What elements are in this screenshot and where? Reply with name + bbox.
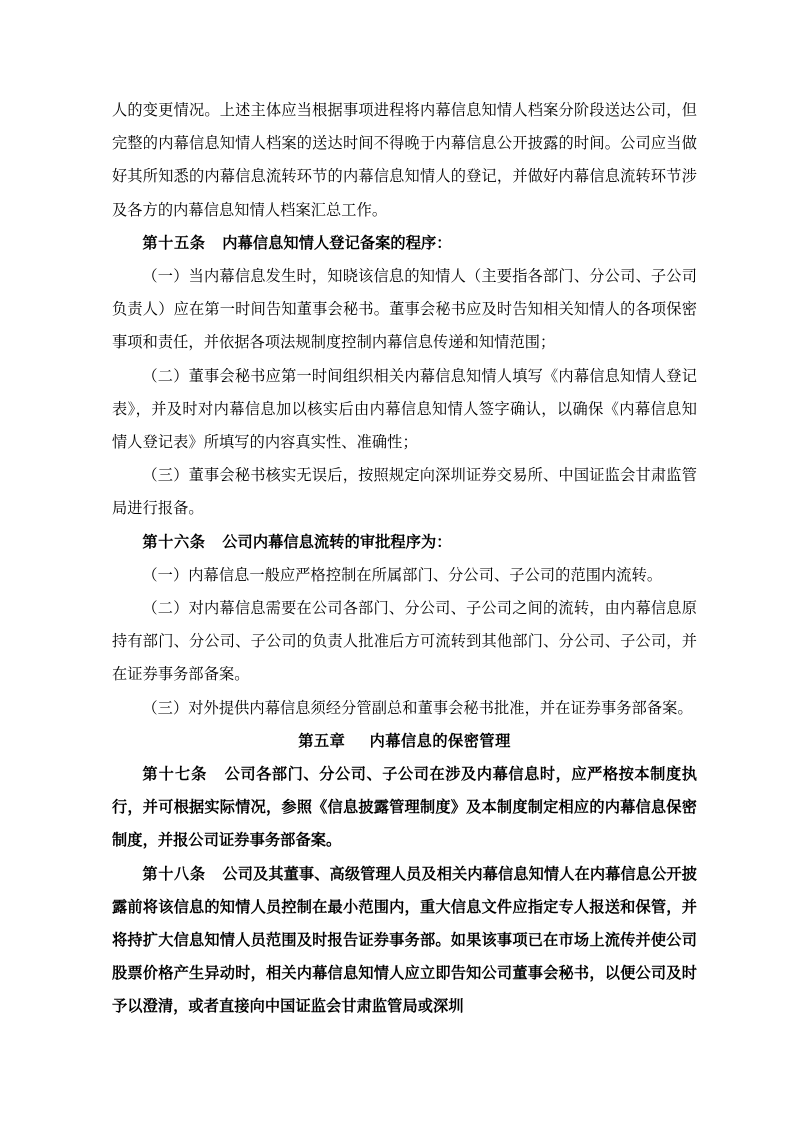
chapter-5-title: 内幕信息的保密管理 [369, 732, 511, 750]
article-15-heading [112, 227, 697, 260]
document-body [112, 94, 697, 1024]
article-15-text: 内幕信息知情人登记备案的程序： [222, 234, 452, 252]
article-17-heading [112, 758, 697, 858]
paragraph-continuation: 人的变更情况。上述主体应当根据事项进程将内幕信息知情人档案分阶段送达公司，但完整的内幕信息知情人档案的送达时间不得晚于内幕信息公开披露的时间。公司应当做好其所知悉的内幕信息流转环节的内幕信息知情人的登记，并做好内幕信息流转环节涉及各方的内幕信息知情人档案汇总工作。 [112, 102, 697, 219]
article-17-number: 第十七条 [142, 766, 208, 784]
article-16-text: 公司内幕信息流转的审批程序为： [222, 533, 452, 551]
article-16-item-3: （三）对外提供内幕信息须经分管副总和董事会秘书批准，并在证券事务部备案。 [142, 699, 693, 717]
chapter-5-heading [112, 725, 697, 758]
article-16-heading [112, 526, 697, 559]
article-18-heading [112, 858, 697, 1024]
article-15-item-2: （二）董事会秘书应第一时间组织相关内幕信息知情人填写《内幕信息知情人登记表》，并及时对内幕信息加以核实后由内幕信息知情人签字确认，以确保《内幕信息知情人登记表》所填写的内容真实性、准确性； [112, 367, 697, 452]
article-17-text: 公司各部门、分公司、子公司在涉及内幕信息时，应严格按本制度执行，并可根据实际情况，参照《信息披露管理制度》及本制度制定相应的内幕信息保密制度，并报公司证券事务部备案。 [112, 766, 697, 850]
article-16-item-1: （一）内幕信息一般应严格控制在所属部门、分公司、子公司的范围内流转。 [142, 566, 663, 584]
article-18-text: 公司及其董事、高级管理人员及相关内幕信息知情人在内幕信息公开披露前将该信息的知情人员控制在最小范围内，重大信息文件应指定专人报送和保管，并将持扩大信息知情人员范围及时报告证券事务部。如果该事项已在市场上流传并使公司股票价格产生异动时，相关内幕信息知情人应立即告知公司董事会秘书，以便公司及时予以澄清，或者直接向中国证监会甘肃监管局或深圳 [112, 865, 697, 1016]
article-16-item-2: （二）对内幕信息需要在公司各部门、分公司、子公司之间的流转，由内幕信息原持有部门、分公司、子公司的负责人批准后方可流转到其他部门、分公司、子公司，并在证券事务部备案。 [112, 600, 697, 684]
article-18-number: 第十八条 [142, 865, 206, 883]
article-15-item-3: （三）董事会秘书核实无误后，按照规定向深圳证券交易所、中国证监会甘肃监管局进行报备。 [112, 467, 697, 518]
chapter-5-number: 第五章 [298, 732, 346, 750]
article-15-item-1: （一）当内幕信息发生时，知晓该信息的知情人（主要指各部门、分公司、子公司负责人）应在第一时间告知董事会秘书。董事会秘书应及时告知相关知情人的各项保密事项和责任，并依据各项法规制度控制内幕信息传递和知情范围； [112, 268, 697, 352]
article-16-number: 第十六条 [142, 533, 206, 551]
article-15-number: 第十五条 [142, 234, 206, 252]
